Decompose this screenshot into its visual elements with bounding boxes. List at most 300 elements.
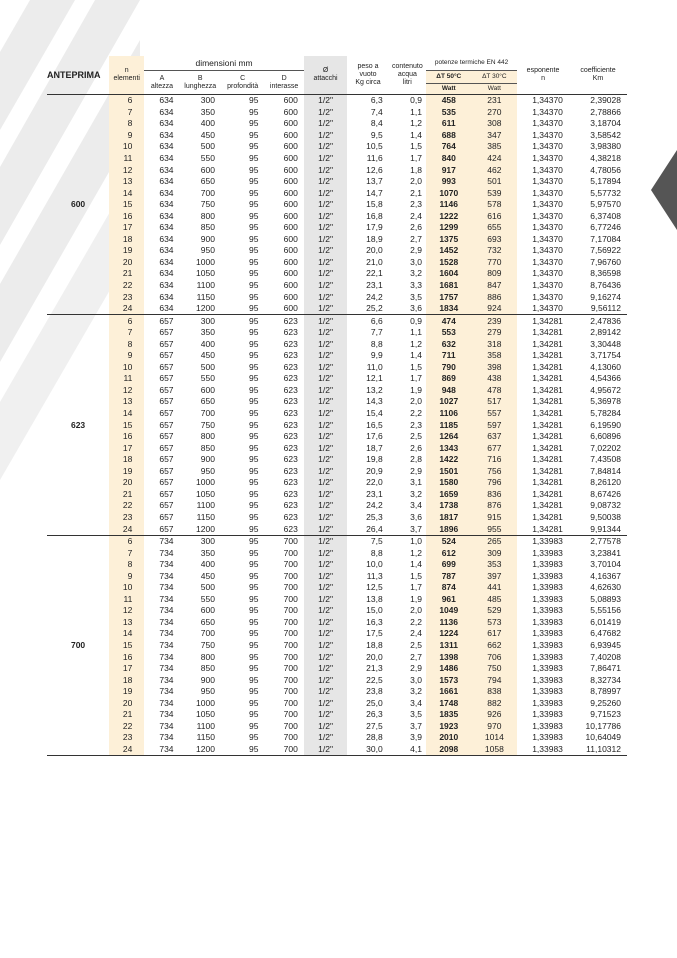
table-cell: 5,08893: [590, 593, 621, 604]
table-cell: 790: [426, 362, 472, 374]
table-row: [47, 291, 627, 303]
table-cell: 1/2": [304, 674, 347, 686]
table-row: [47, 396, 627, 408]
table-cell: 2,7: [410, 233, 422, 244]
table-cell: 650: [200, 616, 215, 627]
table-cell: 11: [109, 594, 144, 606]
table-cell: 1,34370: [532, 210, 563, 221]
table-cell: 279: [472, 327, 518, 339]
table-cell: 734: [159, 651, 174, 662]
table-cell: 1050: [196, 268, 215, 279]
table-cell: 1/2": [304, 141, 347, 153]
table-cell: 1,33983: [532, 686, 563, 697]
table-cell: 1,34281: [532, 396, 563, 407]
table-cell: 623: [283, 454, 298, 465]
table-cell: 95: [248, 454, 259, 465]
table-row: [47, 628, 627, 640]
table-row: [47, 118, 627, 130]
table-cell: 16: [109, 431, 144, 443]
table-cell: 1834: [426, 303, 472, 315]
table-cell: 95: [248, 477, 259, 488]
table-cell: 886: [472, 291, 518, 303]
table-cell: 2,39028: [590, 95, 621, 106]
table-cell: 9,16274: [590, 291, 621, 302]
table-cell: 2,9: [410, 663, 422, 674]
table-cell: 26,3: [366, 709, 383, 720]
table-cell: 23,8: [366, 686, 383, 697]
table-cell: 231: [472, 95, 518, 107]
table-cell: 1343: [426, 442, 472, 454]
table-row: [47, 130, 627, 142]
header-peso-line: Kg circa: [355, 79, 381, 86]
table-cell: 20: [109, 697, 144, 709]
table-cell: 623: [283, 488, 298, 499]
table-row: [47, 674, 627, 686]
radiator-data-sheet: [47, 56, 627, 756]
table-cell: 11,6: [366, 153, 383, 163]
table-cell: 8,78997: [590, 686, 621, 697]
table-cell: 95: [248, 396, 259, 407]
table-cell: 617: [472, 628, 518, 640]
table-cell: 1/2": [304, 303, 347, 315]
table-cell: 1,34370: [532, 222, 563, 233]
table-row: [47, 477, 627, 489]
table-cell: 28,8: [366, 732, 383, 743]
table-cell: 95: [248, 732, 259, 743]
table-cell: 3,7: [410, 720, 422, 731]
table-cell: 9,50038: [590, 511, 621, 522]
table-cell: 438: [472, 373, 518, 385]
table-cell: 95: [248, 419, 259, 430]
table-cell: 734: [159, 547, 174, 558]
table-cell: 1311: [426, 640, 472, 652]
table-cell: 1/2": [304, 338, 347, 350]
table-cell: 600: [283, 245, 298, 256]
table-cell: 800: [200, 431, 215, 442]
table-cell: 1,34370: [532, 245, 563, 256]
table-cell: 657: [159, 327, 174, 338]
header-attacchi-line: Ø: [322, 67, 329, 74]
table-cell: 900: [200, 233, 215, 244]
table-row: [47, 95, 627, 107]
table-cell: 95: [248, 384, 259, 395]
table-cell: 734: [159, 616, 174, 627]
table-cell: 1,34281: [532, 384, 563, 395]
table-cell: 14,3: [366, 396, 383, 407]
table-cell: 706: [472, 651, 518, 663]
table-cell: 18,7: [366, 442, 383, 453]
table-cell: 535: [426, 107, 472, 119]
table-cell: 10,64049: [585, 732, 621, 743]
table-cell: 1/2": [304, 582, 347, 594]
table-cell: 623: [283, 500, 298, 511]
table-cell: 734: [159, 720, 174, 731]
table-row: [47, 385, 627, 397]
table-cell: 22: [109, 280, 144, 292]
table-cell: 95: [248, 129, 259, 140]
table-cell: 5,78284: [590, 408, 621, 419]
table-cell: 1,33983: [532, 616, 563, 627]
table-cell: 600: [283, 153, 298, 163]
table-cell: 600: [283, 118, 298, 129]
table-cell: 1/2": [304, 187, 347, 199]
table-cell: 750: [472, 663, 518, 675]
table-cell: 95: [248, 256, 259, 267]
table-row: [47, 164, 627, 176]
table-cell: 734: [159, 709, 174, 720]
table-cell: 450: [200, 129, 215, 140]
table-cell: 1150: [196, 511, 215, 522]
table-cell: 95: [248, 222, 259, 233]
table-cell: 500: [200, 582, 215, 593]
table-cell: 1,1: [410, 106, 422, 117]
table-cell: 397: [472, 570, 518, 582]
table-row: [47, 523, 627, 535]
table-cell: 7,86471: [590, 663, 621, 674]
table-cell: 657: [159, 384, 174, 395]
table-row: [47, 500, 627, 512]
table-row: [47, 721, 627, 733]
table-cell: 22: [109, 721, 144, 733]
table-cell: 11,3: [366, 570, 383, 581]
table-cell: 8,36598: [590, 268, 621, 279]
table-cell: 2,7: [410, 651, 422, 662]
table-row: [47, 222, 627, 234]
table-cell: 1,34281: [532, 338, 563, 349]
table-cell: 23,1: [366, 280, 383, 291]
table-cell: 600: [283, 176, 298, 187]
table-cell: 12: [109, 605, 144, 617]
table-row: [47, 709, 627, 721]
header-dim-d: [264, 71, 303, 95]
table-cell: 1,4: [410, 559, 422, 570]
table-row: [47, 419, 627, 431]
table-cell: 623: [283, 431, 298, 442]
table-cell: 1,34281: [532, 488, 563, 499]
table-cell: 657: [159, 361, 174, 372]
table-cell: 3,2: [410, 488, 422, 499]
table-cell: 4,78056: [590, 164, 621, 175]
table-row: [47, 732, 627, 744]
table-cell: 1100: [196, 500, 215, 511]
table-cell: 9: [109, 570, 144, 582]
table-cell: 700: [283, 559, 298, 570]
table-cell: 850: [200, 663, 215, 674]
table-cell: 1,33983: [532, 547, 563, 558]
table-cell: 1,33983: [532, 651, 563, 662]
table-cell: 7,40208: [590, 651, 621, 662]
table-cell: 650: [200, 396, 215, 407]
table-cell: 734: [159, 559, 174, 570]
table-cell: 1/2": [304, 385, 347, 397]
table-cell: 634: [159, 303, 174, 314]
table-cell: 600: [283, 95, 298, 106]
table-cell: 23,1: [366, 488, 383, 499]
table-cell: 3,4: [410, 697, 422, 708]
table-cell: 15,0: [366, 605, 383, 616]
table-cell: 265: [472, 535, 518, 547]
table-cell: 5,55156: [590, 605, 621, 616]
table-cell: 1/2": [304, 210, 347, 222]
table-cell: 734: [159, 605, 174, 616]
table-cell: 95: [248, 582, 259, 593]
table-cell: 657: [159, 511, 174, 522]
dim-label: lunghezza: [184, 82, 217, 90]
table-cell: 1100: [196, 720, 215, 731]
table-cell: 398: [472, 362, 518, 374]
table-cell: 95: [248, 245, 259, 256]
table-cell: 611: [426, 118, 472, 130]
header-coefficiente-line: Km: [592, 75, 604, 82]
header-dim-b: [180, 71, 221, 95]
model-group-600: [47, 95, 627, 315]
table-cell: 876: [472, 500, 518, 512]
table-cell: 1817: [426, 512, 472, 524]
header-attacchi-line: attacchi: [313, 75, 338, 82]
table-cell: 657: [159, 396, 174, 407]
table-cell: 95: [248, 720, 259, 731]
table-row: [47, 697, 627, 709]
table-cell: 1,34370: [532, 164, 563, 175]
table-cell: 501: [472, 176, 518, 188]
table-cell: 1000: [196, 477, 215, 488]
table-cell: 734: [159, 743, 174, 754]
header-dt50: ΔT 50°C: [426, 71, 472, 84]
table-cell: 1,2: [410, 118, 422, 129]
table-cell: 14: [109, 187, 144, 199]
table-cell: 1/2": [304, 327, 347, 339]
table-cell: 0,9: [410, 315, 422, 326]
table-cell: 95: [248, 106, 259, 117]
table-cell: 926: [472, 709, 518, 721]
table-cell: 1/2": [304, 454, 347, 466]
table-cell: 1,7: [410, 582, 422, 593]
table-cell: 1896: [426, 523, 472, 535]
table-cell: 2010: [426, 732, 472, 744]
table-cell: 1070: [426, 187, 472, 199]
table-cell: 95: [248, 605, 259, 616]
table-cell: 95: [248, 118, 259, 129]
table-cell: 1/2": [304, 199, 347, 211]
table-cell: 5,36978: [590, 396, 621, 407]
table-cell: 657: [159, 350, 174, 361]
table-cell: 623: [283, 511, 298, 522]
table-cell: 524: [426, 535, 472, 547]
table-cell: 1,34281: [532, 408, 563, 419]
table-cell: 1/2": [304, 523, 347, 535]
table-cell: 1/2": [304, 291, 347, 303]
table-cell: 632: [426, 338, 472, 350]
table-cell: 1027: [426, 396, 472, 408]
table-cell: 3,0: [410, 256, 422, 267]
table-cell: 95: [248, 361, 259, 372]
dim-letter: A: [159, 74, 165, 82]
table-cell: 634: [159, 187, 174, 198]
table-cell: 1,33983: [532, 663, 563, 674]
table-cell: 1/2": [304, 732, 347, 744]
table-cell: 5,97570: [590, 199, 621, 210]
table-cell: 95: [248, 523, 259, 534]
table-cell: 3,6: [410, 303, 422, 314]
table-cell: 5,57732: [590, 187, 621, 198]
table-cell: 1,7: [410, 373, 422, 384]
table-cell: 1/2": [304, 744, 347, 756]
table-cell: 700: [283, 720, 298, 731]
table-cell: 1/2": [304, 628, 347, 640]
table-cell: 95: [248, 511, 259, 522]
table-cell: 95: [248, 593, 259, 604]
table-cell: 700: [200, 187, 215, 198]
table-cell: 623: [283, 327, 298, 338]
table-cell: 1200: [196, 303, 215, 314]
table-cell: 657: [159, 523, 174, 534]
table-cell: 9,71523: [590, 709, 621, 720]
table-cell: 7,17084: [590, 233, 621, 244]
table-cell: 1452: [426, 245, 472, 257]
specifications-table: [47, 56, 627, 756]
table-cell: 634: [159, 291, 174, 302]
table-cell: 21: [109, 709, 144, 721]
table-cell: 1185: [426, 419, 472, 431]
table-cell: 21,3: [366, 663, 383, 674]
table-cell: 16,3: [366, 616, 383, 627]
table-cell: 9,9: [370, 350, 383, 361]
table-cell: 3,2: [410, 686, 422, 697]
table-cell: 750: [200, 419, 215, 430]
table-cell: 657: [159, 442, 174, 453]
table-cell: 1422: [426, 454, 472, 466]
table-cell: 1050: [196, 709, 215, 720]
table-cell: 1,34281: [532, 442, 563, 453]
table-cell: 2,77578: [590, 536, 621, 547]
table-cell: 1681: [426, 280, 472, 292]
table-cell: 734: [159, 732, 174, 743]
table-cell: 400: [200, 559, 215, 570]
table-cell: 3,98380: [590, 141, 621, 152]
table-cell: 485: [472, 594, 518, 606]
table-cell: 3,23841: [590, 547, 621, 558]
table-cell: 553: [426, 327, 472, 339]
table-cell: 2,4: [410, 628, 422, 639]
table-cell: 1580: [426, 477, 472, 489]
table-cell: 657: [159, 488, 174, 499]
table-cell: 18: [109, 674, 144, 686]
table-cell: 12,6: [366, 164, 383, 175]
table-cell: 19: [109, 466, 144, 478]
table-cell: 3,4: [410, 500, 422, 511]
table-cell: 1299: [426, 222, 472, 234]
table-cell: 3,70104: [590, 559, 621, 570]
table-cell: 2,2: [410, 616, 422, 627]
table-row: [47, 663, 627, 675]
table-cell: 950: [200, 465, 215, 476]
table-cell: 450: [200, 350, 215, 361]
table-cell: 796: [472, 477, 518, 489]
table-cell: 13,7: [366, 176, 383, 187]
table-cell: 3,6: [410, 511, 422, 522]
table-cell: 623: [283, 338, 298, 349]
table-cell: 1,34281: [532, 523, 563, 534]
table-cell: 1661: [426, 686, 472, 698]
table-cell: 1,34370: [532, 118, 563, 129]
table-cell: 95: [248, 639, 259, 650]
table-cell: 1,33983: [532, 582, 563, 593]
table-cell: 1,34370: [532, 303, 563, 314]
table-cell: 18,9: [366, 233, 383, 244]
table-cell: 1,33983: [532, 720, 563, 731]
table-cell: 95: [248, 315, 259, 326]
table-cell: 1,34281: [532, 315, 563, 326]
table-cell: 838: [472, 686, 518, 698]
table-cell: 13: [109, 396, 144, 408]
table-cell: 655: [472, 222, 518, 234]
table-cell: 634: [159, 222, 174, 233]
table-cell: 700: [200, 628, 215, 639]
table-row: [47, 176, 627, 188]
table-cell: 1,5: [410, 141, 422, 152]
table-cell: 1/2": [304, 594, 347, 606]
table-cell: 1150: [196, 291, 215, 302]
table-cell: 4,62630: [590, 582, 621, 593]
table-cell: 2,5: [410, 639, 422, 650]
table-cell: 500: [200, 141, 215, 152]
table-cell: 462: [472, 164, 518, 176]
table-cell: 2,0: [410, 176, 422, 187]
table-cell: 4,16367: [590, 570, 621, 581]
table-cell: 8,76436: [590, 280, 621, 291]
table-cell: 95: [248, 570, 259, 581]
table-cell: 950: [200, 245, 215, 256]
table-cell: 2,8: [410, 454, 422, 465]
table-cell: 1150: [196, 732, 215, 743]
table-cell: 3,1: [410, 477, 422, 488]
table-cell: 517: [472, 396, 518, 408]
table-cell: 8,8: [370, 338, 383, 349]
table-cell: 1,2: [410, 547, 422, 558]
table-cell: 1/2": [304, 222, 347, 234]
table-cell: 23: [109, 291, 144, 303]
table-cell: 600: [283, 233, 298, 244]
table-cell: 600: [200, 384, 215, 395]
table-cell: 95: [248, 559, 259, 570]
table-cell: 700: [283, 686, 298, 697]
table-cell: 700: [283, 582, 298, 593]
table-cell: 634: [159, 245, 174, 256]
table-cell: 17: [109, 663, 144, 675]
table-cell: 1/2": [304, 535, 347, 547]
table-cell: 711: [426, 350, 472, 362]
table-cell: 634: [159, 176, 174, 187]
table-cell: 634: [159, 233, 174, 244]
table-cell: 19: [109, 686, 144, 698]
table-cell: 95: [248, 153, 259, 163]
table-cell: 850: [200, 442, 215, 453]
header-coefficiente-line: coefficiente: [580, 67, 616, 74]
table-cell: 10,17786: [585, 720, 621, 731]
table-cell: 1,33983: [532, 743, 563, 754]
table-row: [47, 605, 627, 617]
table-cell: 16,8: [366, 210, 383, 221]
table-cell: 637: [472, 431, 518, 443]
table-cell: 1501: [426, 466, 472, 478]
header-esponente-line: esponente: [526, 67, 560, 74]
table-cell: 7,96760: [590, 256, 621, 267]
table-cell: 734: [159, 686, 174, 697]
table-cell: 600: [283, 164, 298, 175]
table-cell: 750: [200, 639, 215, 650]
table-cell: 1,33983: [532, 709, 563, 720]
table-cell: 350: [200, 547, 215, 558]
